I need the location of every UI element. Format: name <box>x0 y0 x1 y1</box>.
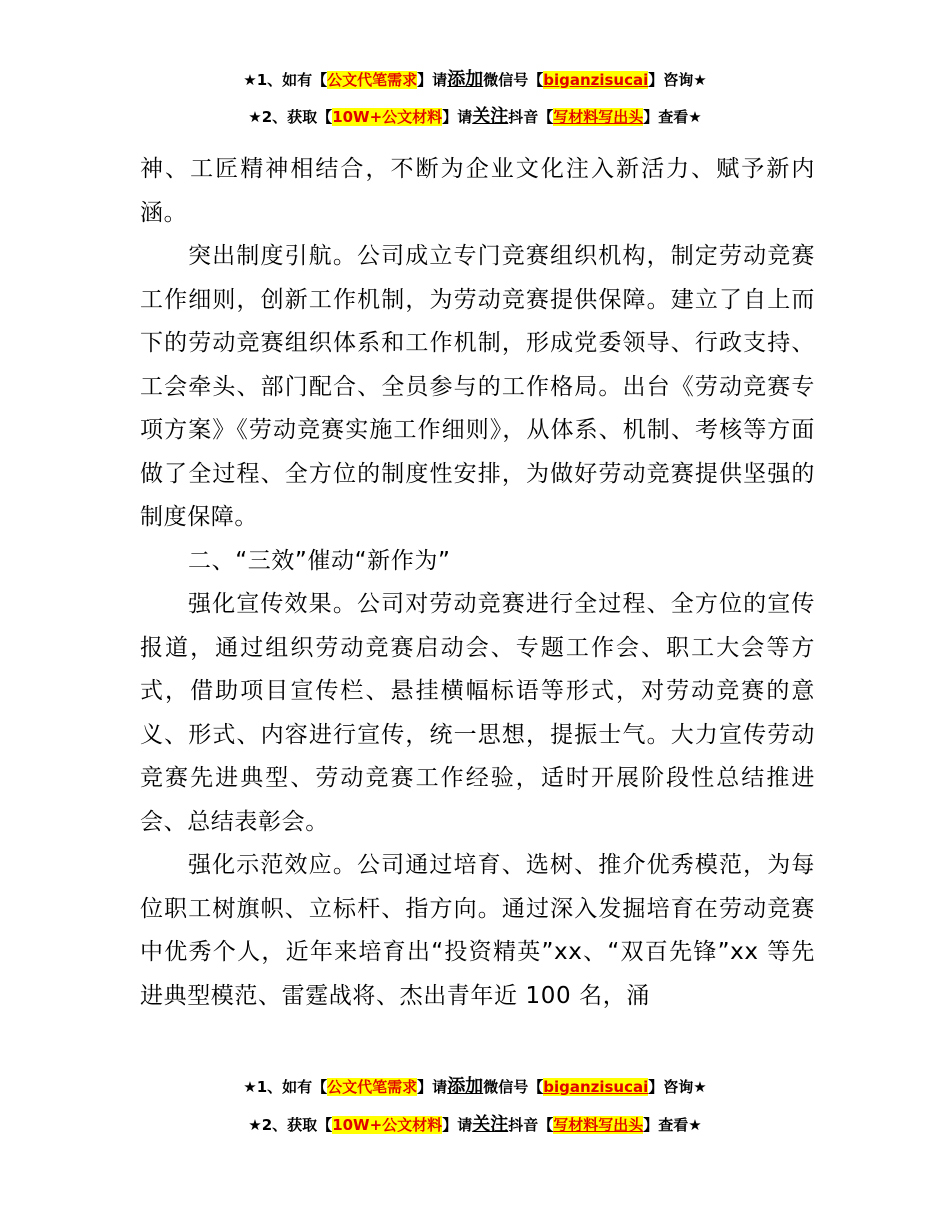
highlight-douyin-account: 写材料写出头 <box>553 108 644 126</box>
highlight-service: 公文代笔需求 <box>327 1078 418 1096</box>
banner-text: 抖音【 <box>508 1116 554 1134</box>
highlight-wechat-id: biganzisucai <box>543 71 649 89</box>
banner-emphasis: 添加 <box>447 69 484 90</box>
paragraph-publicity: 强化宣传效果。公司对劳动竞赛进行全过程、全方位的宣传报道，通过组织劳动竞赛启动会、专题工作会、职工大会等方式，借助项目宣传栏、悬挂横幅标语等形式，对劳动竞赛的意义、形式、内容进行宣传，统一思想，提振士气。大力宣传劳动竞赛先进典型、劳动竞赛工作经验，适时开展阶段性总结推进会、总结表彰会。 <box>140 591 815 835</box>
top-banner-line-2 <box>0 106 950 128</box>
banner-text: 】请 <box>417 1078 448 1096</box>
banner-text: ★1、如有【 <box>243 1078 328 1096</box>
highlight-materials: 10W+公文材料 <box>332 108 443 126</box>
banner-text: ★1、如有【 <box>243 71 328 89</box>
banner-emphasis: 添加 <box>447 1076 484 1097</box>
banner-emphasis: 关注 <box>472 1114 509 1135</box>
banner-text: ★2、获取【 <box>248 1116 333 1134</box>
banner-text: 微信号【 <box>483 1078 544 1096</box>
section-heading: 二、“三效”催动“新作为” <box>188 547 451 574</box>
highlight-service: 公文代笔需求 <box>327 71 418 89</box>
paragraph-continuation: 神、工匠精神相结合，不断为企业文化注入新活力、赋予新内涵。 <box>140 156 815 226</box>
bottom-banner-line-1 <box>0 1076 950 1098</box>
banner-text: 】查看★ <box>643 1116 702 1134</box>
banner-text: 】咨询★ <box>648 1078 707 1096</box>
banner-emphasis: 关注 <box>472 106 509 127</box>
highlight-douyin-account: 写材料写出头 <box>553 1116 644 1134</box>
banner-text: 】请 <box>417 71 448 89</box>
banner-text: 】咨询★ <box>648 71 707 89</box>
highlight-wechat-id: biganzisucai <box>543 1078 649 1096</box>
top-banner-line-1 <box>0 69 950 91</box>
banner-text: 抖音【 <box>508 108 554 126</box>
banner-text: 】查看★ <box>643 108 702 126</box>
banner-text: 微信号【 <box>483 71 544 89</box>
banner-text: 】请 <box>442 1116 473 1134</box>
document-body <box>140 148 815 1018</box>
paragraph-demonstration: 强化示范效应。公司通过培育、选树、推介优秀模范，为每位职工树旗帜、立标杆、指方向。通过深入发掘培育在劳动竞赛中优秀个人，近年来培育出“投资精英”xx、“双百先锋”xx 等先进典型模范、雷霆战将、杰出青年近 100 名，涌 <box>140 852 815 1009</box>
paragraph-system-guidance: 突出制度引航。公司成立专门竞赛组织机构，制定劳动竞赛工作细则，创新工作机制，为劳动竞赛提供保障。建立了自上而下的劳动竞赛组织体系和工作机制，形成党委领导、行政支持、工会牵头、部门配合、全员参与的工作格局。出台《劳动竞赛专项方案》《劳动竞赛实施工作细则》，从体系、机制、考核等方面做了全过程、全方位的制度性安排，为做好劳动竞赛提供坚强的制度保障。 <box>140 243 815 530</box>
highlight-materials: 10W+公文材料 <box>332 1116 443 1134</box>
banner-text: 】请 <box>442 108 473 126</box>
banner-text: ★2、获取【 <box>248 108 333 126</box>
bottom-banner-line-2 <box>0 1114 950 1136</box>
